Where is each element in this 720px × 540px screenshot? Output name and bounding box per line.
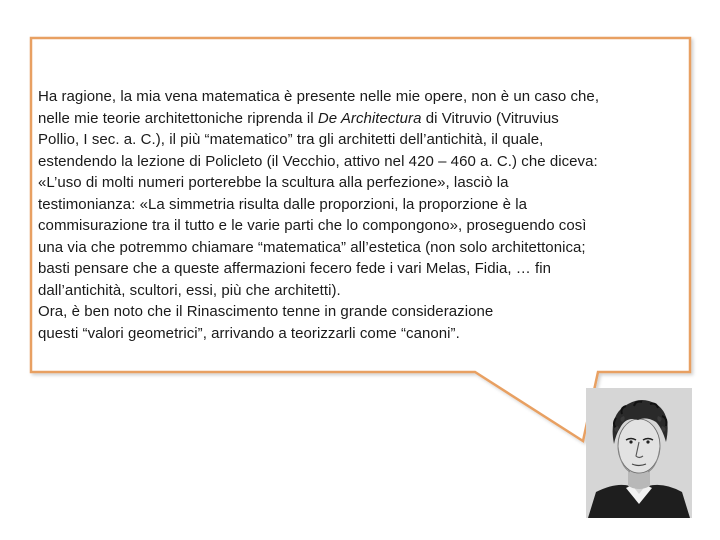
text-line: una via che potremmo chiamare “matematica” all’estetica (non solo architettonica; — [38, 238, 586, 256]
text-line: commisurazione tra il tutto e le varie parti che lo compongono», proseguendo così — [38, 217, 587, 234]
text-line: Pollio, I sec. a. C.), il più “matematico” tra gli architetti dell’antichità, il quale, — [38, 131, 544, 148]
portrait-image — [586, 388, 692, 518]
book-title: De Architectura — [317, 109, 422, 127]
text-line: testimonianza: «La simmetria risulta dalle proporzioni, la proporzione è la — [38, 195, 527, 213]
text-line: Ha ragione, la mia vena matematica è presente nelle mie opere, non è un caso che, — [38, 88, 600, 105]
text-line: «L’uso di molti numeri porterebbe la scultura alla perfezione», lasciò la — [38, 174, 509, 191]
text-line: questi “valori geometrici”, arrivando a teorizzarli come “canoni”. — [38, 324, 460, 342]
text-line: basti pensare che a queste affermazioni fecero fede i vari Melas, Fidia, … fin — [38, 260, 552, 277]
bubble-text — [38, 86, 688, 344]
text-line: Ora, è ben noto che il Rinascimento tenne in grande considerazione — [38, 303, 494, 320]
text-line: estendendo la lezione di Policleto (il Vecchio, attivo nel 420 – 460 a. C.) che diceva: — [38, 152, 598, 170]
text-line: nelle mie teorie architettoniche riprenda il De Architectura di Vitruvio (Vitruvius — [38, 109, 559, 127]
text-line: dall’antichità, scultori, essi, più che architetti). — [38, 281, 341, 299]
